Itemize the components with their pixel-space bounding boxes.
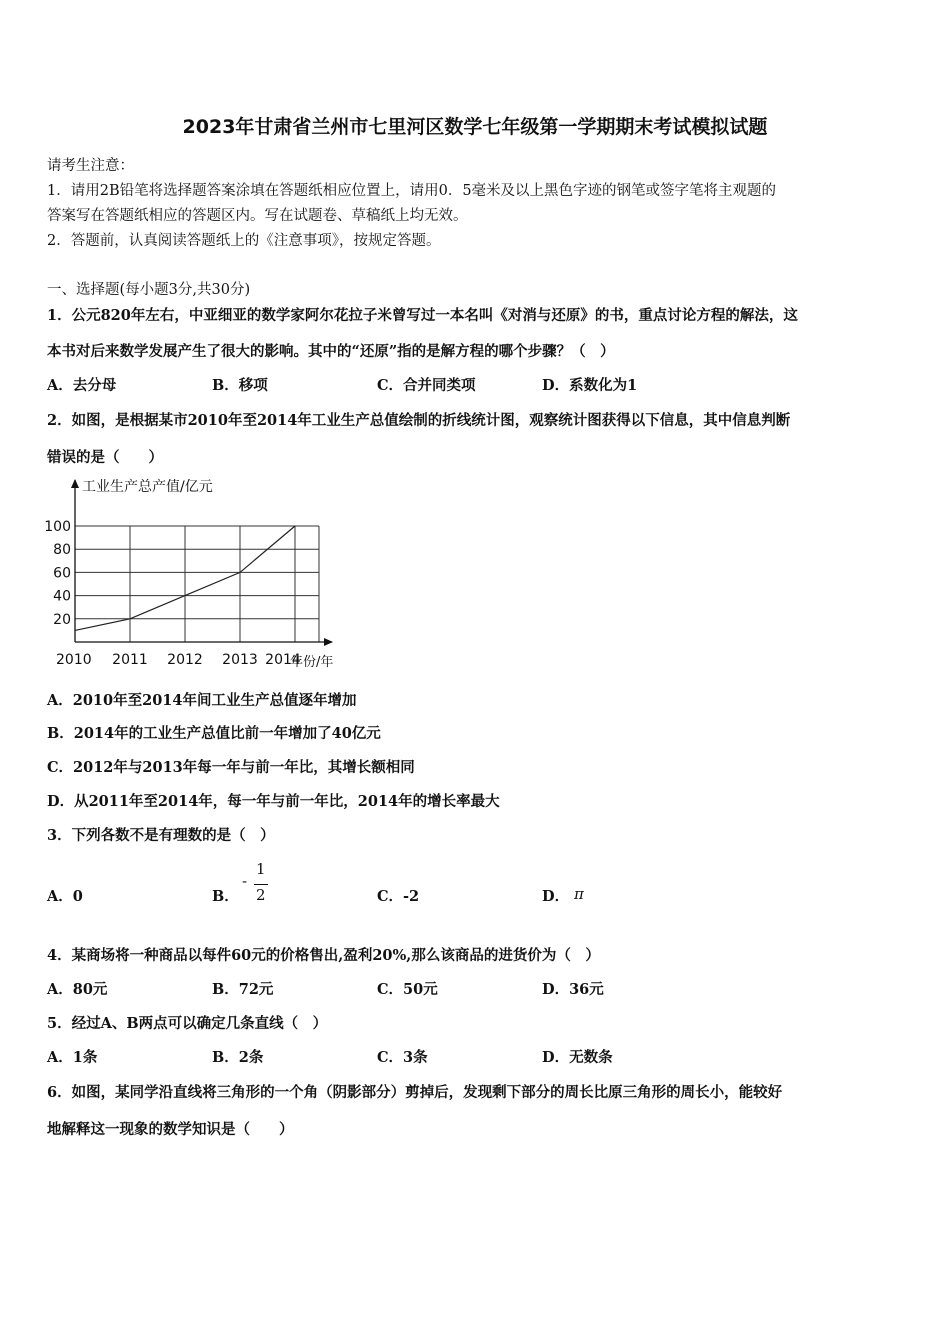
q2-stem-line2: 错误的是（ ）: [47, 449, 163, 466]
y-tick-label: 40: [53, 588, 71, 605]
q4-option-a: A．80元: [47, 981, 108, 998]
fraction-minus: -: [242, 872, 248, 890]
q4-option-c: C．50元: [377, 981, 438, 998]
fraction-denominator: 2: [256, 886, 266, 904]
fraction-numerator: 1: [256, 860, 266, 878]
q1-option-d: D．系数化为1: [542, 377, 638, 394]
y-tick-label: 60: [53, 565, 71, 582]
notice-heading: 请考生注意：: [47, 158, 134, 174]
q2-option-d: D．从2011年至2014年，每一年与前一年比，2014年的增长率最大: [47, 793, 500, 810]
q5-option-a: A．1条: [47, 1049, 98, 1066]
fraction-bar: [254, 884, 268, 885]
chart-xlabel: 年份/年: [290, 655, 334, 670]
q5-option-b: B．2条: [212, 1049, 264, 1066]
x-tick-label: 2011: [112, 652, 148, 668]
q4-stem: 4．某商场将一种商品以每件60元的价格售出,盈利20%,那么该商品的进货价为（ ）: [47, 947, 600, 964]
q3-option-b: B．: [212, 888, 239, 905]
q2-stem-line1: 2．如图，是根据某市2010年至2014年工业生产总值绘制的折线统计图，观察统计图获得以下信息，其中信息判断: [47, 412, 791, 429]
chart-axes: [71, 479, 333, 646]
y-tick-label: 100: [44, 519, 71, 535]
page-title: 2023年甘肃省兰州市七里河区数学七年级第一学期期末考试模拟试题: [182, 116, 768, 138]
q3-option-d: D．: [542, 888, 570, 905]
q5-option-c: C．3条: [377, 1049, 428, 1066]
q2-option-b: B．2014年的工业生产总值比前一年增加了40亿元: [47, 725, 381, 742]
x-tick-label: 2010: [56, 652, 92, 668]
q4-option-b: B．72元: [212, 981, 274, 998]
q3-stem: 3．下列各数不是有理数的是（ ）: [47, 827, 275, 844]
line-chart: [42, 474, 342, 674]
q1-stem-line2: 本书对后来数学发展产生了很大的影响。其中的“还原”指的是解方程的哪个步骤？（ ）: [47, 343, 615, 360]
chart-grid: [75, 526, 319, 642]
q3-option-a: A．0: [47, 888, 83, 905]
pi-symbol: π: [574, 885, 584, 903]
y-tick-label: 20: [53, 611, 71, 628]
q5-option-d: D．无数条: [542, 1049, 613, 1066]
q1-option-c: C．合并同类项: [377, 377, 476, 394]
section-heading: 一、选择题(每小题3分,共30分): [47, 282, 251, 298]
x-axis-arrow: [324, 638, 333, 646]
q6-stem-line2: 地解释这一现象的数学知识是（ ）: [47, 1121, 294, 1138]
notice-item-1: 1．请用2B铅笔将选择题答案涂填在答题纸相应位置上，请用0．5毫米及以上黑色字迹的钢笔或签字笔将主观题的: [47, 183, 777, 199]
y-tick-label: 80: [53, 542, 71, 559]
notice-item-2: 2．答题前，认真阅读答题纸上的《注意事项》，按规定答题。: [47, 233, 441, 249]
q2-option-a: A．2010年至2014年间工业生产总值逐年增加: [47, 692, 357, 709]
q1-option-b: B．移项: [212, 377, 268, 394]
q1-option-a: A．去分母: [47, 377, 117, 394]
q3-option-c: C．-2: [377, 888, 420, 905]
q1-stem-line1: 1．公元820年左右，中亚细亚的数学家阿尔花拉子米曾写过一本名叫《对消与还原》的书，重点讨论方程的解法，这: [47, 307, 798, 324]
q6-stem-line1: 6．如图，某同学沿直线将三角形的一个角（阴影部分）剪掉后，发现剩下部分的周长比原三角形的周长小，能较好: [47, 1084, 783, 1101]
x-tick-label: 2013: [222, 652, 258, 668]
q5-stem: 5．经过A、B两点可以确定几条直线（ ）: [47, 1015, 328, 1032]
y-axis-arrow: [71, 479, 79, 488]
x-tick-label: 2012: [167, 652, 203, 668]
q2-option-c: C．2012年与2013年每一年与前一年比，其增长额相同: [47, 759, 415, 776]
notice-item-1-cont: 答案写在答题纸相应的答题区内。写在试题卷、草稿纸上均无效。: [47, 208, 468, 224]
q4-option-d: D．36元: [542, 981, 604, 998]
chart-ylabel: 工业生产总产值/亿元: [82, 479, 213, 495]
x-tick-label: 2014: [265, 652, 301, 668]
